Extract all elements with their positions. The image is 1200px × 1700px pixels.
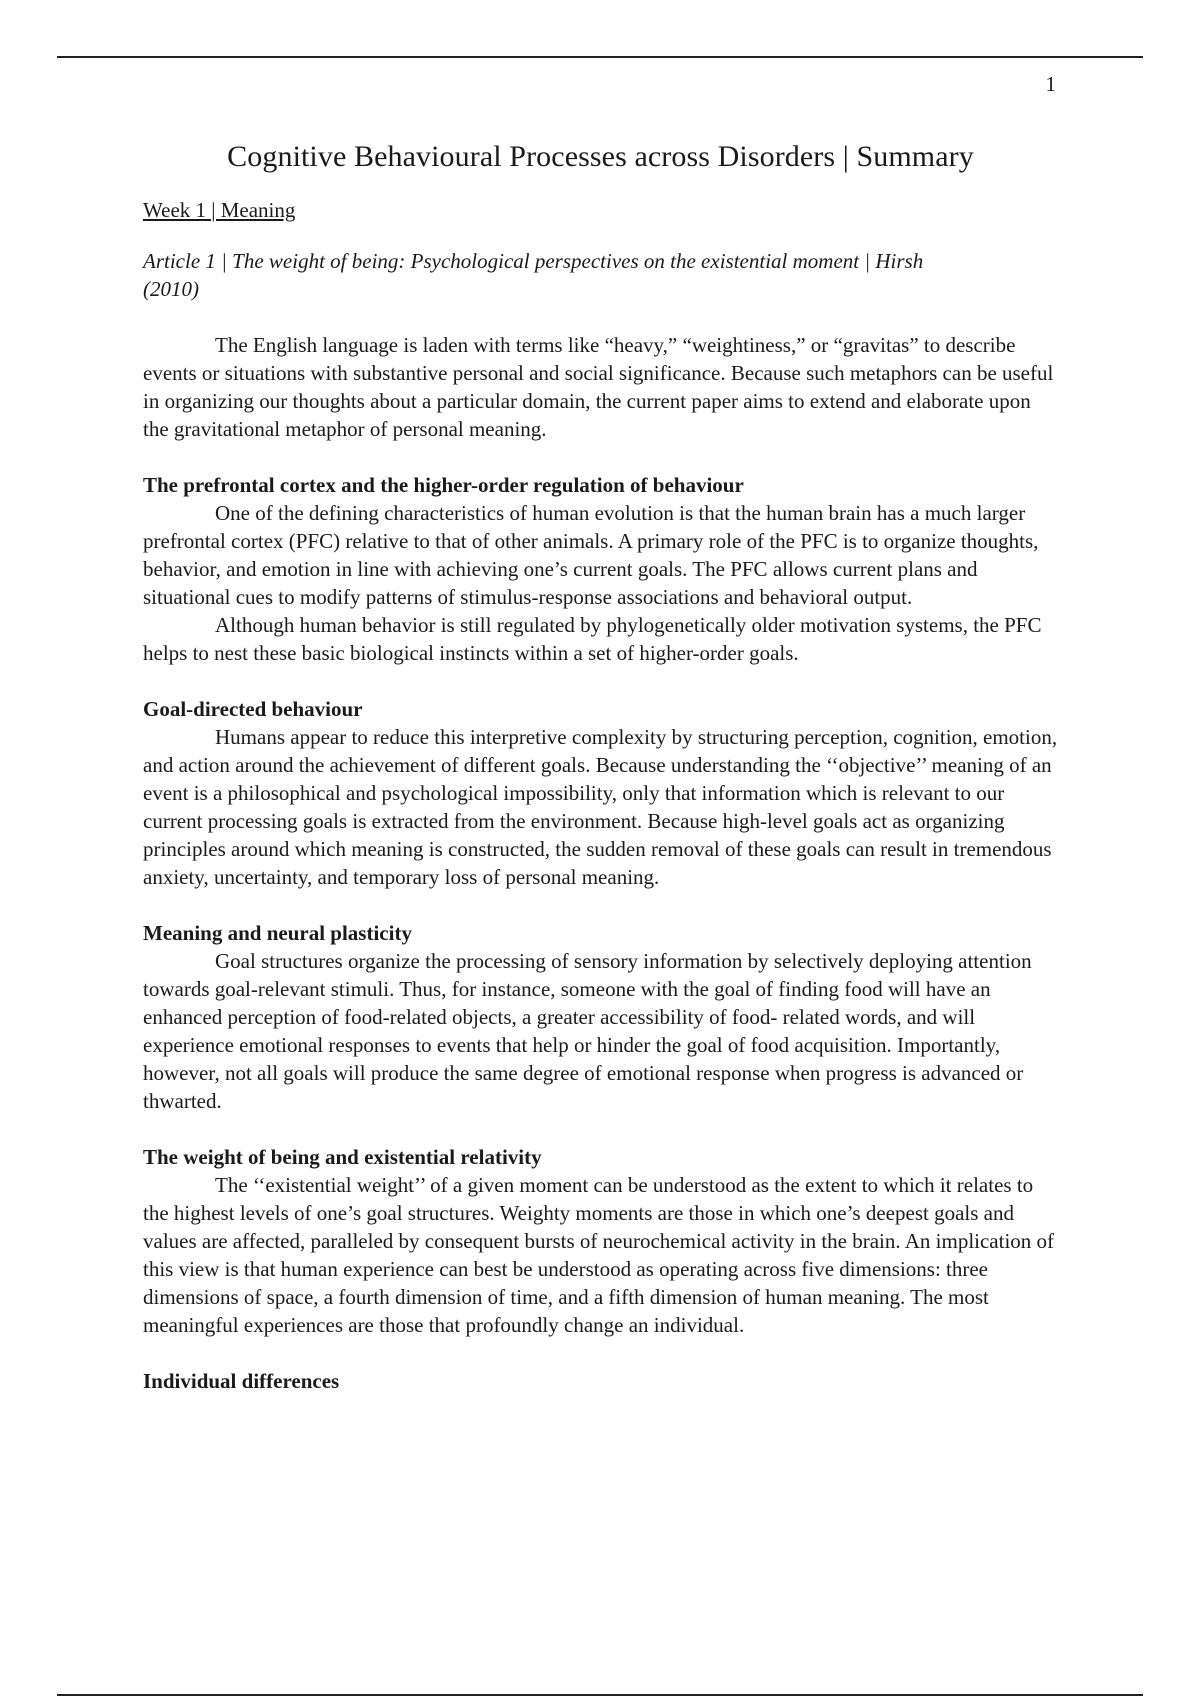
section-heading: Meaning and neural plasticity: [143, 921, 412, 945]
section-weight-of-being: [143, 1143, 1058, 1339]
page-number: 1: [1045, 72, 1056, 96]
section-heading: The prefrontal cortex and the higher-order regulation of behaviour: [143, 473, 744, 497]
document-body: [143, 140, 1058, 1395]
footer-rule: [57, 1694, 1143, 1696]
section-meaning-neural-plasticity: [143, 919, 1058, 1115]
section-paragraph: The ‘‘existential weight’’ of a given moment can be understood as the extent to which it relates to the highest levels of one’s goal structures. Weighty moments are those in which one’s deepest goals and values are affected, paralleled by consequent bursts of neurochemical activity in the brain. An implication of this view is that human experience can best be understood as operating across five dimensions: three dimensions of space, a fourth dimension of time, and a fifth dimension of human meaning. The most meaningful experiences are those that profoundly change an individual.: [143, 1173, 1055, 1337]
intro-paragraph: The English language is laden with terms like “heavy,” “weightiness,” or “gravitas” to describe events or situations with substantive personal and social significance. Because such metaphors can be useful in organizing our thoughts about a particular domain, the current paper aims to extend and elaborate upon the gravitational metaphor of personal meaning.: [143, 333, 1054, 441]
section-individual-differences: [143, 1367, 1058, 1395]
section-heading: Individual differences: [143, 1369, 340, 1393]
section-goal-directed-behaviour: [143, 695, 1058, 891]
section-heading: Goal-directed behaviour: [143, 697, 363, 721]
section-paragraph: Although human behavior is still regulated by phylogenetically older motivation systems, the PFC helps to nest these basic biological instincts within a set of higher-order goals.: [143, 613, 1042, 665]
section-paragraph: One of the defining characteristics of human evolution is that the human brain has a much larger prefrontal cortex (PFC) relative to that of other animals. A primary role of the PFC is to organize thoughts, behavior, and emotion in line with achieving one’s current goals. The PFC allows current plans and situational cues to modify patterns of stimulus-response associations and behavioral output.: [143, 501, 1039, 609]
article-title: Article 1 | The weight of being: Psychological perspectives on the existential moment | Hirsh (2010): [143, 249, 924, 301]
document-title: Cognitive Behavioural Processes across Disorders | Summary: [227, 140, 974, 173]
section-heading: The weight of being and existential relativity: [143, 1145, 542, 1169]
week-heading: Week 1 | Meaning: [143, 198, 296, 222]
section-paragraph: Humans appear to reduce this interpretive complexity by structuring perception, cognition, emotion, and action around the achievement of different goals. Because understanding the ‘‘objective’’ meaning of an event is a philosophical and psychological impossibility, only that information which is relevant to our current processing goals is extracted from the environment. Because high-level goals act as organizing principles around which meaning is constructed, the sudden removal of these goals can result in tremendous anxiety, uncertainty, and temporary loss of personal meaning.: [143, 725, 1058, 889]
header-rule: [57, 56, 1143, 58]
section-prefrontal-cortex: [143, 471, 1058, 667]
section-paragraph: Goal structures organize the processing of sensory information by selectively deploying attention towards goal-relevant stimuli. Thus, for instance, someone with the goal of finding food will have an enhanced perception of food-related objects, a greater accessibility of food- related words, and will experience emotional responses to events that help or hinder the goal of food acquisition. Importantly, however, not all goals will produce the same degree of emotional response when progress is advanced or thwarted.: [143, 949, 1032, 1113]
